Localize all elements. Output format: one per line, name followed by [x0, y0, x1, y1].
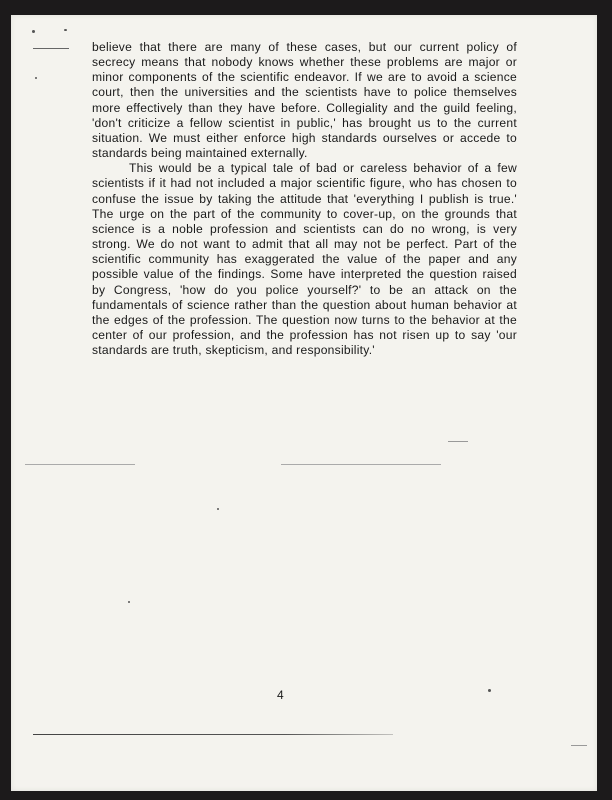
body-text: [92, 40, 517, 358]
scan-mark: [33, 48, 69, 49]
paragraph-2: This would be a typical tale of bad or careless behavior of a few scientists if it had not included a major scientific figure, who has chosen to confuse the issue by taking the attitude that 'everything I publish is true.' The urge on the part of the community to cover-up, on the grounds that science is a noble profession and scientists can do no wrong, is very strong. We do not want to admit that all may not be perfect. Part of the scientific community has exaggerated the value of the paper and any possible value of the findings. Some have interpreted the question raised by Congress, 'how do you police yourself?' to be an attack on the fundamentals of science rather than the question about human behavior at the edges of the profession. The question now turns to the behavior at the center of our profession, and the profession has not risen up to say 'our standards are truth, skepticism, and responsibility.': [92, 161, 517, 358]
paragraph-1: believe that there are many of these cases, but our current policy of secrecy means that nobody knows whether these problems are major or minor components of the scientific endeavor. If we are to avoid a science court, then the universities and the scientists have to police themselves more effectively than they have before. Collegiality and the guild feeling, 'don't criticize a fellow scientist in public,' has brought us to the current situation. We must either enforce high standards ourselves or accede to standards being maintained externally.: [92, 40, 517, 161]
scan-mark: [448, 441, 468, 442]
scan-mark: [25, 464, 135, 465]
bottom-rule: [33, 734, 393, 735]
scan-speck: [128, 601, 130, 603]
scan-speck: [488, 689, 491, 692]
scan-mark: [281, 464, 441, 465]
scan-speck: [217, 508, 219, 510]
page-number: 4: [277, 688, 284, 702]
scan-mark: [571, 745, 587, 746]
scan-speck: [35, 77, 37, 79]
scan-speck: [64, 29, 67, 31]
scan-speck: [32, 30, 35, 33]
document-page: [11, 15, 597, 791]
